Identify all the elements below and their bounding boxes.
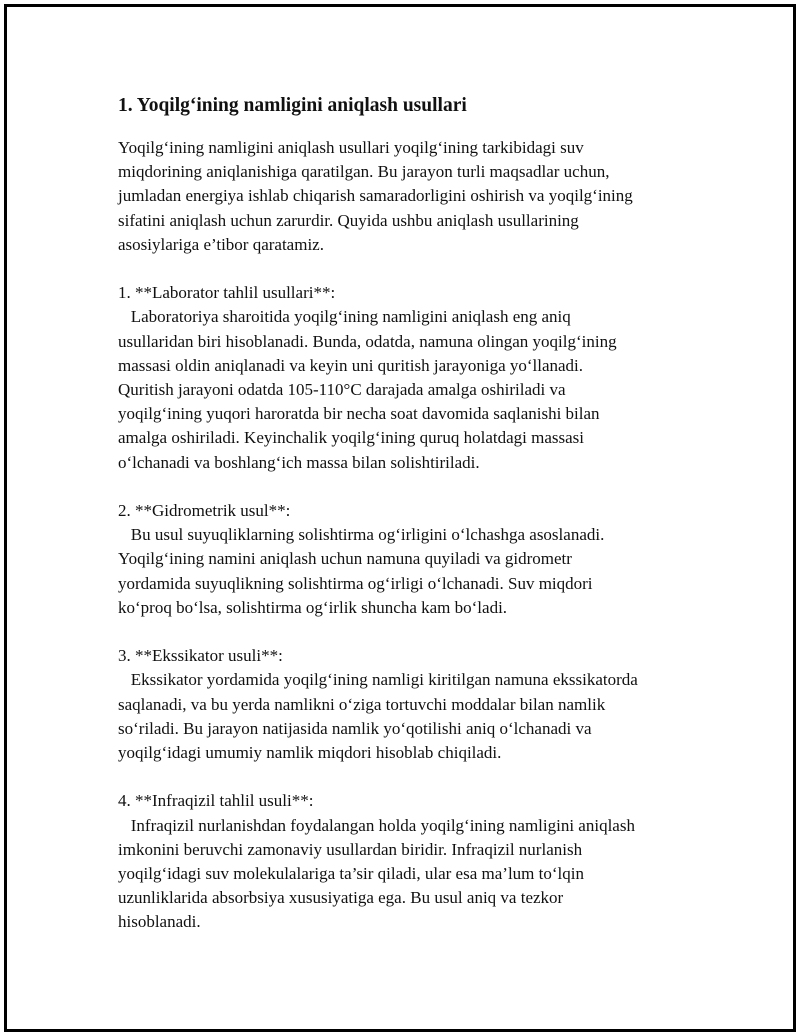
text-line: yoqilg‘idagi suv molekulalariga ta’sir qiladi, ular esa ma’lum to‘lqin bbox=[118, 864, 584, 884]
text-line: yoqilg‘ining yuqori haroratda bir necha soat davomida saqlanishi bilan bbox=[118, 404, 600, 424]
section-heading: 1. **Laborator tahlil usullari**: bbox=[118, 283, 336, 303]
section-heading: 3. **Ekssikator usuli**: bbox=[118, 646, 283, 666]
section-ekssikator bbox=[118, 644, 686, 765]
text-line: asosiylariga e’tibor qaratamiz. bbox=[118, 234, 324, 254]
text-line: Yoqilg‘ining namini aniqlash uchun namuna quyiladi va gidrometr bbox=[118, 549, 572, 569]
text-line: uzunliklarida absorbsiya xususiyatiga ega. Bu usul aniq va tezkor bbox=[118, 888, 564, 908]
section-gidrometrik bbox=[118, 499, 686, 620]
document-body bbox=[118, 93, 686, 959]
text-line: massasi oldin aniqlanadi va keyin uni quritish jarayoniga yo‘llanadi. bbox=[118, 355, 584, 375]
text-line: Bu usul suyuqliklarning solishtirma og‘irligini o‘lchashga asoslanadi. bbox=[118, 525, 605, 545]
section-laborator bbox=[118, 281, 686, 475]
section-heading: 4. **Infraqizil tahlil usuli**: bbox=[118, 791, 314, 811]
document-title: 1. Yoqilg‘ining namligini aniqlash usullari bbox=[118, 95, 467, 116]
text-line: Ekssikator yordamida yoqilg‘ining namligi kiritilgan namuna ekssikatorda bbox=[118, 670, 638, 690]
text-line: o‘lchanadi va boshlang‘ich massa bilan solishtiriladi. bbox=[118, 452, 480, 472]
text-line: saqlanadi, va bu yerda namlikni o‘ziga tortuvchi moddalar bilan namlik bbox=[118, 694, 606, 714]
text-line: Infraqizil nurlanishdan foydalangan holda yoqilg‘ining namligini aniqlash bbox=[118, 815, 635, 835]
text-line: imkonini beruvchi zamonaviy usullardan biridir. Infraqizil nurlanish bbox=[118, 839, 583, 859]
text-line: yoqilg‘idagi umumiy namlik miqdori hisoblab chiqiladi. bbox=[118, 743, 502, 763]
section-heading: 2. **Gidrometrik usul**: bbox=[118, 501, 291, 521]
text-line: hisoblanadi. bbox=[118, 912, 201, 932]
text-line: Quritish jarayoni odatda 105-110°C darajada amalga oshiriladi va bbox=[118, 380, 566, 400]
text-line: so‘riladi. Bu jarayon natijasida namlik yo‘qotilishi aniq o‘lchanadi va bbox=[118, 718, 592, 738]
text-line: ko‘proq bo‘lsa, solishtirma og‘irlik shuncha kam bo‘ladi. bbox=[118, 597, 508, 617]
text-line: sifatini aniqlash uchun zarurdir. Quyida ushbu aniqlash usullarining bbox=[118, 210, 579, 230]
section-infraqizil bbox=[118, 789, 686, 934]
text-line: Yoqilg‘ining namligini aniqlash usullari yoqilg‘ining tarkibidagi suv bbox=[118, 138, 584, 157]
text-line: Laboratoriya sharoitida yoqilg‘ining namligini aniqlash eng aniq bbox=[118, 307, 571, 327]
text-line: usullaridan biri hisoblanadi. Bunda, odatda, namuna olingan yoqilg‘ining bbox=[118, 331, 617, 351]
text-line: jumladan energiya ishlab chiqarish samaradorligini oshirish va yoqilg‘ining bbox=[118, 186, 633, 206]
text-line: miqdorining aniqlanishiga qaratilgan. Bu jarayon turli maqsadlar uchun, bbox=[118, 162, 610, 182]
text-line: yordamida suyuqlikning solishtirma og‘irligi o‘lchanadi. Suv miqdori bbox=[118, 573, 593, 593]
intro-paragraph bbox=[118, 136, 686, 257]
text-line: amalga oshiriladi. Keyinchalik yoqilg‘ining quruq holatdagi massasi bbox=[118, 428, 584, 448]
